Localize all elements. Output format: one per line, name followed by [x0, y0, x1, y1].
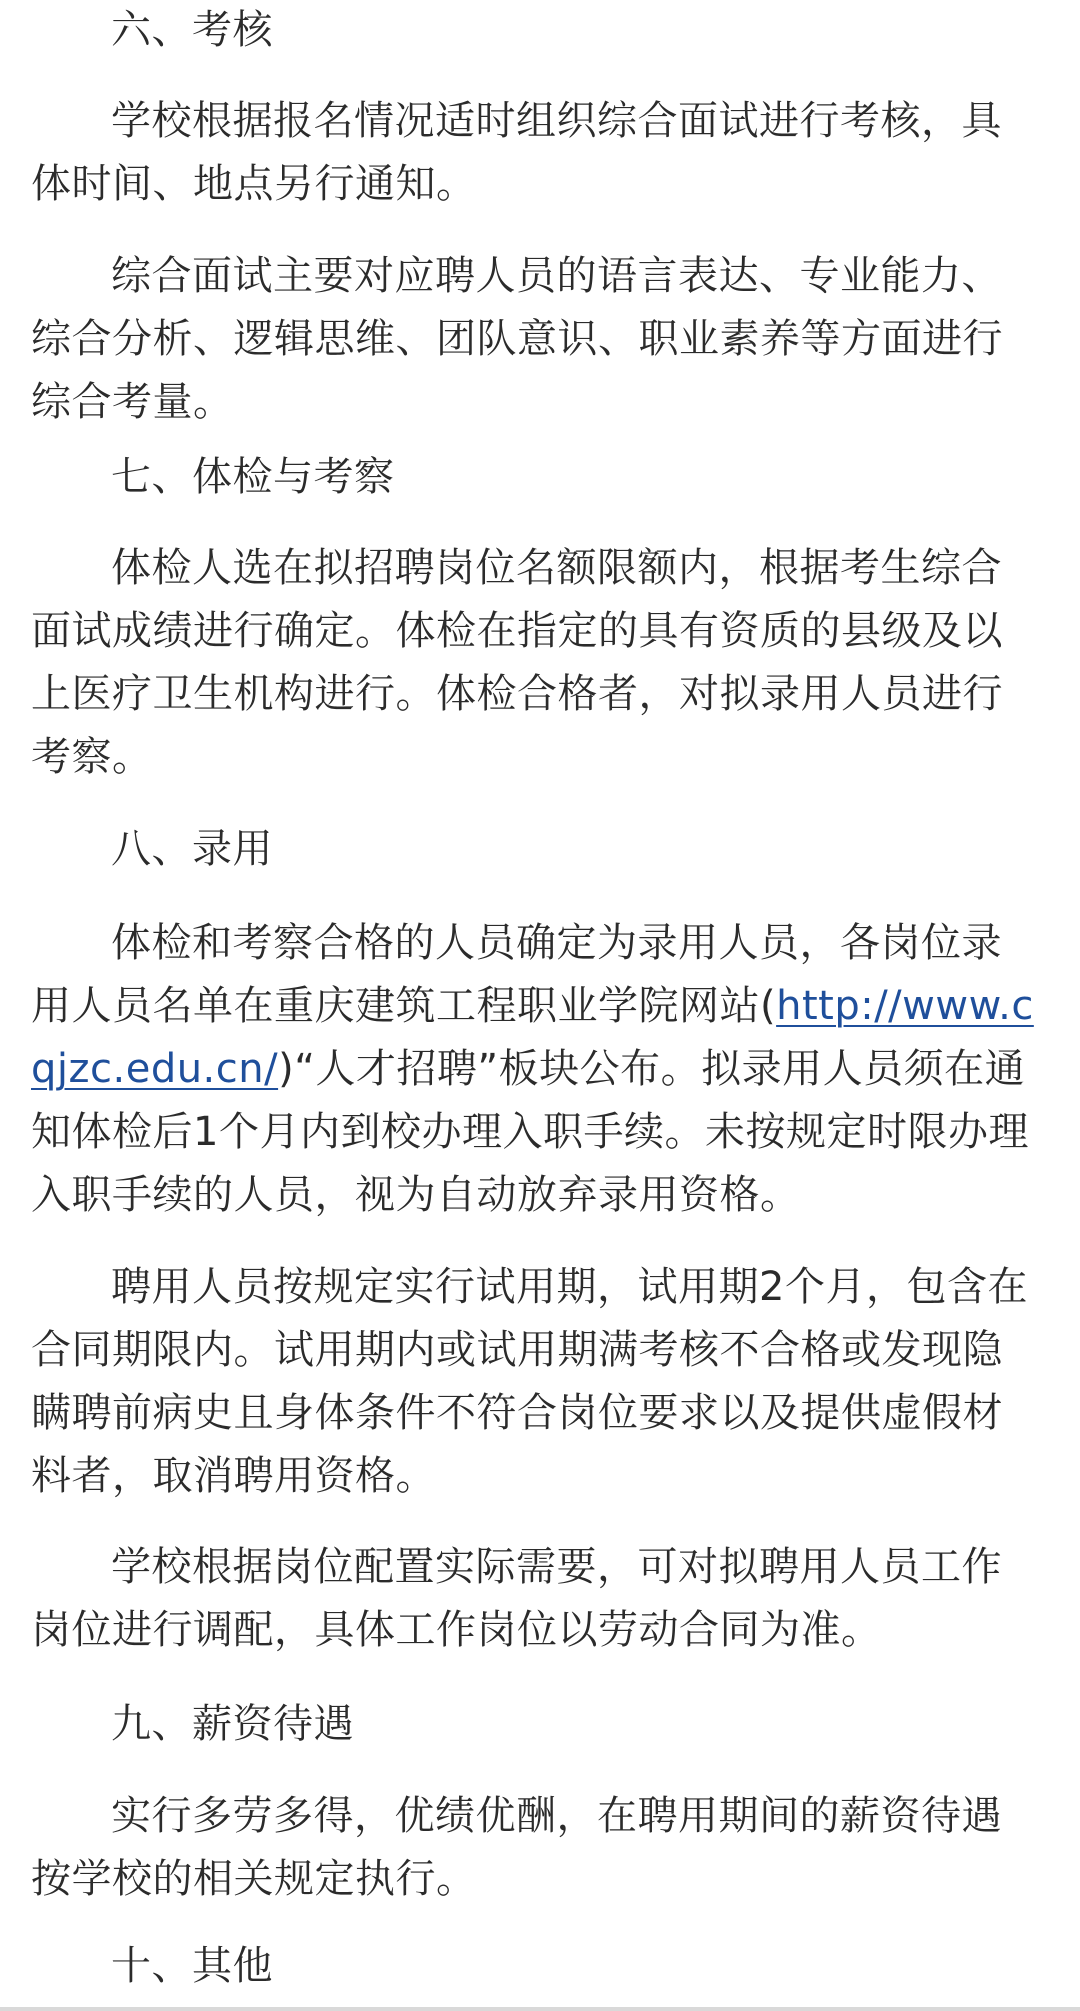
paragraph-employment-announcement	[31, 912, 1041, 1227]
bottom-divider	[0, 2007, 1080, 2011]
section-heading-assessment: 六、考核	[111, 7, 273, 53]
paragraph-text: )“人才招聘”板块公布。拟录用人员须在通知体检后1个月内到校办理入职手续。未按规定时限办理入职手续的人员，视为自动放弃录用资格。	[31, 1046, 1029, 1218]
section-heading-employment: 八、录用	[111, 826, 273, 872]
school-website-link[interactable]: http://www.cqjzc.edu.cn/	[31, 983, 1034, 1092]
paragraph-assessment-schedule: 学校根据报名情况适时组织综合面试进行考核，具体时间、地点另行通知。	[31, 98, 1002, 207]
section-heading-salary: 九、薪资待遇	[111, 1701, 354, 1747]
paragraph-probation: 聘用人员按规定实行试用期，试用期2个月，包含在合同期限内。试用期内或试用期满考核不合格或发现隐瞒聘前病史且身体条件不符合岗位要求以及提供虚假材料者，取消聘用资格。	[31, 1264, 1028, 1499]
paragraph-interview-content: 综合面试主要对应聘人员的语言表达、专业能力、综合分析、逻辑思维、团队意识、职业素养等方面进行综合考量。	[31, 253, 1003, 425]
section-heading-medical-check: 七、体检与考察	[111, 454, 395, 500]
paragraph-job-adjustment: 学校根据岗位配置实际需要，可对拟聘用人员工作岗位进行调配，具体工作岗位以劳动合同为准。	[31, 1544, 1002, 1653]
paragraph-text: 体检和考察合格的人员确定为录用人员，各岗位录用人员名单在重庆建筑工程职业学院网站(	[31, 920, 1002, 1029]
section-heading-other: 十、其他	[111, 1943, 273, 1989]
paragraph-salary: 实行多劳多得，优绩优酬，在聘用期间的薪资待遇按学校的相关规定执行。	[31, 1793, 1002, 1902]
paragraph-medical-check: 体检人选在拟招聘岗位名额限额内，根据考生综合面试成绩进行确定。体检在指定的具有资质的县级及以上医疗卫生机构进行。体检合格者，对拟录用人员进行考察。	[31, 545, 1003, 780]
